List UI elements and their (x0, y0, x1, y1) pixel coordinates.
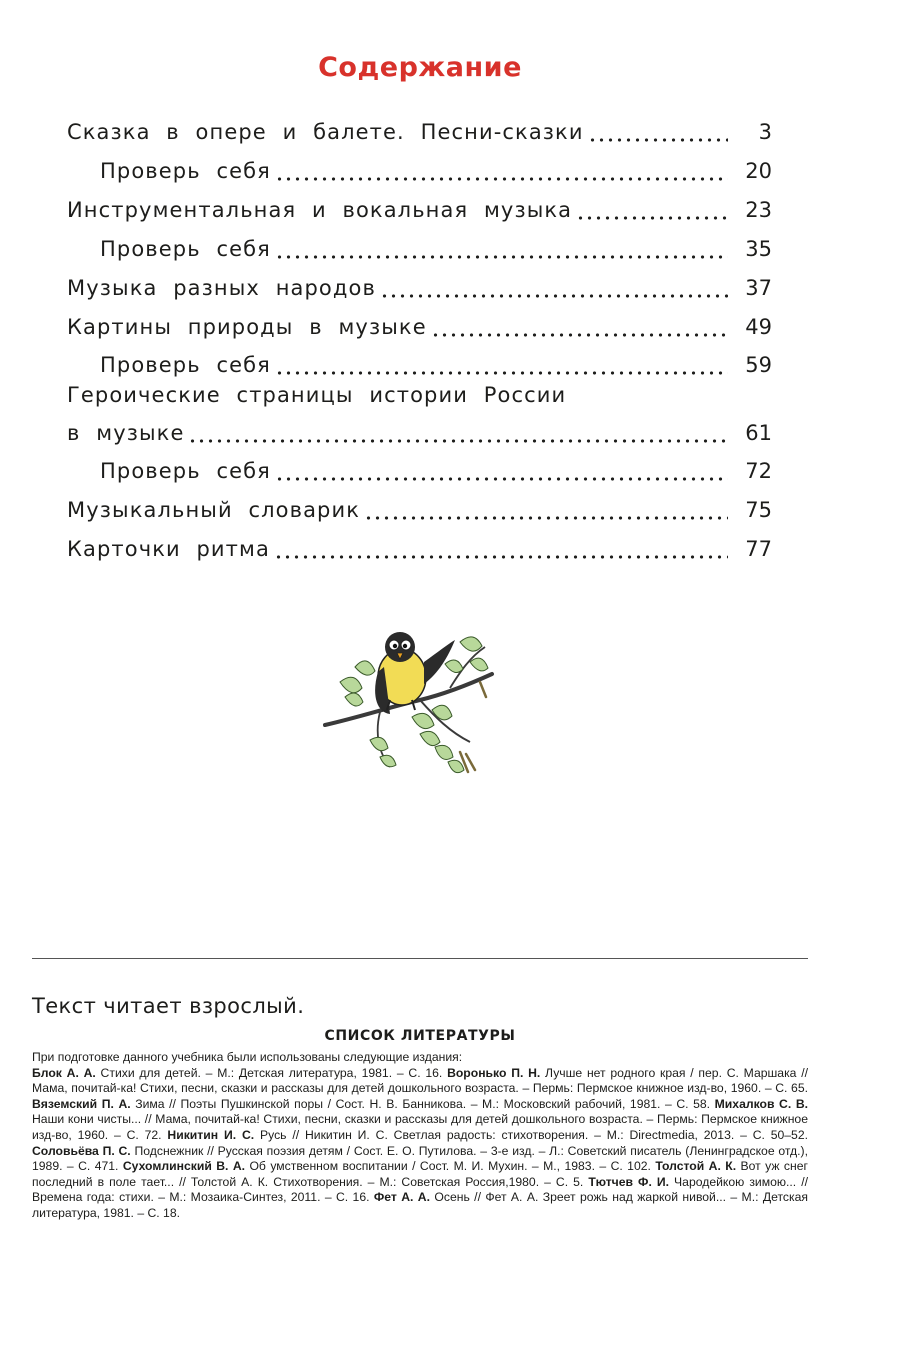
ref-author: Никитин И. С. (167, 1127, 255, 1142)
toc-entry-page: 3 (758, 120, 772, 144)
dot-leader (576, 216, 728, 220)
toc-entry-title: Картины природы в музыке (67, 315, 427, 339)
toc-entry-title: Проверь себя (100, 459, 271, 483)
dot-leader (275, 255, 728, 259)
toc-entry-page: 77 (745, 537, 772, 561)
ref-text: Наши кони чисты... // Мама, почитай-ка! Стихи, песни, сказки и рассказы для детей дошкольного возраста. – Пермь: Пермское книжное изд-во, 1960. – С. 72. (32, 1112, 808, 1142)
toc-entry-title-line1: Героические страницы истории России (67, 383, 567, 407)
toc-entry[interactable] (67, 112, 772, 144)
toc-title: Содержание (318, 52, 522, 83)
bibliography (32, 1050, 808, 1222)
ref-author: Сухомлинский В. А. (122, 1159, 246, 1174)
toc-entry-title: Сказка в опере и балете. Песни-сказки (67, 120, 584, 144)
ref-author: Михалков С. В. (714, 1096, 809, 1111)
ref-author: Вяземский П. А. (32, 1096, 131, 1111)
toc-entry-title: Карточки ритма (67, 537, 270, 561)
dot-leader (275, 177, 728, 181)
toc-entry-page: 20 (745, 159, 772, 183)
ref-text: Чародейкою зимою... // Времена года: стихи. – М.: Мозаика-Синтез, 2011. – С. 16. (32, 1174, 808, 1205)
toc-entry-page: 49 (745, 315, 772, 339)
ref-text: Вот уж снег последний в поле тает... // Толстой А. К. Стихотворения. – М.: Советская Россия,1980. – С. 5. (32, 1159, 808, 1189)
toc-entry[interactable] (67, 307, 772, 339)
dot-leader (275, 371, 728, 375)
toc-entry-title: Музыка разных народов (67, 276, 376, 300)
toc-entry[interactable] (67, 151, 772, 183)
ref-author: Фет А. А. (373, 1190, 430, 1205)
toc-entry[interactable] (67, 229, 772, 261)
toc-entry[interactable] (67, 190, 772, 222)
toc-entry-page: 59 (745, 353, 772, 377)
toc-entry-page: 72 (745, 459, 772, 483)
dot-leader (364, 516, 728, 520)
divider (32, 958, 808, 959)
toc-entry[interactable] (67, 383, 772, 445)
dot-leader (380, 294, 728, 298)
dot-leader (588, 138, 728, 142)
ref-author: Толстой А. К. (655, 1159, 737, 1174)
reader-note: Текст читает взрослый. (32, 994, 305, 1018)
toc-entry-title: Проверь себя (100, 237, 271, 261)
ref-text: Стихи для детей. – М.: Детская литература, 1981. – С. 16. (95, 1065, 448, 1080)
ref-author: Соловьёва П. С. (32, 1143, 131, 1158)
dot-leader (188, 439, 728, 443)
toc-entry-page: 23 (745, 198, 772, 222)
ref-author: Тютчев Ф. И. (588, 1174, 670, 1189)
toc-entry[interactable] (67, 345, 772, 377)
toc-entry[interactable] (67, 268, 772, 300)
ref-author: Воронько П. Н. (447, 1065, 541, 1080)
ref-author: Блок А. А. (32, 1065, 96, 1080)
dot-leader (431, 333, 728, 337)
toc-entry[interactable] (67, 490, 772, 522)
bibliography-intro: При подготовке данного учебника были использованы следующие издания: (32, 1050, 463, 1064)
ref-text: Осень // Фет А. А. Зреет рожь над жаркой нивой... – М.: Детская литература, 1981. – С. 18. (32, 1190, 808, 1220)
bibliography-title: СПИСОК ЛИТЕРАТУРЫ (324, 1028, 516, 1044)
toc-entry-title: Проверь себя (100, 353, 271, 377)
toc-entry-page: 75 (745, 498, 772, 522)
ref-text: Зима // Поэты Пушкинской поры / Сост. Н. В. Банникова. – М.: Московский рабочий, 1981. – С. 58. (130, 1096, 715, 1111)
toc-entry-page: 35 (745, 237, 772, 261)
ref-text: Русь // Никитин И. С. Светлая радость: стихотворения. – М.: Directmedia, 2013. – С. 50–52. (254, 1127, 808, 1142)
dot-leader (275, 477, 728, 481)
toc-entry-title: Проверь себя (100, 159, 271, 183)
ref-text: Об умственном воспитании / Сост. М. И. Мухин. – М., 1983. – С. 102. (245, 1159, 656, 1174)
bibliography-refs (32, 1066, 808, 1222)
toc-entry-page: 37 (745, 276, 772, 300)
toc-entry-title: Музыкальный словарик (67, 498, 361, 522)
dot-leader (274, 555, 728, 559)
ref-text: Лучше нет родного края / пер. С. Маршака // Мама, почитай-ка! Стихи, песни, сказки и рассказы для детей дошкольного возраста. – Пермь: Пермское книжное изд-во, 1960. – С. 65. (32, 1065, 808, 1096)
ref-text: Подснежник // Русская поэзия детям / Сост. Е. О. Путилова. – 3-е изд. – Л.: Советский писатель (Ленинградское отд.), 1989. – С. 471. (32, 1143, 808, 1174)
toc-entry[interactable] (67, 451, 772, 483)
toc-entry[interactable] (67, 529, 772, 561)
toc-entry-title: в музыке (67, 421, 185, 445)
toc-entry-page: 61 (745, 421, 772, 445)
bird-on-birch-branch-icon (320, 622, 495, 787)
toc-entry-title: Инструментальная и вокальная музыка (67, 198, 573, 222)
